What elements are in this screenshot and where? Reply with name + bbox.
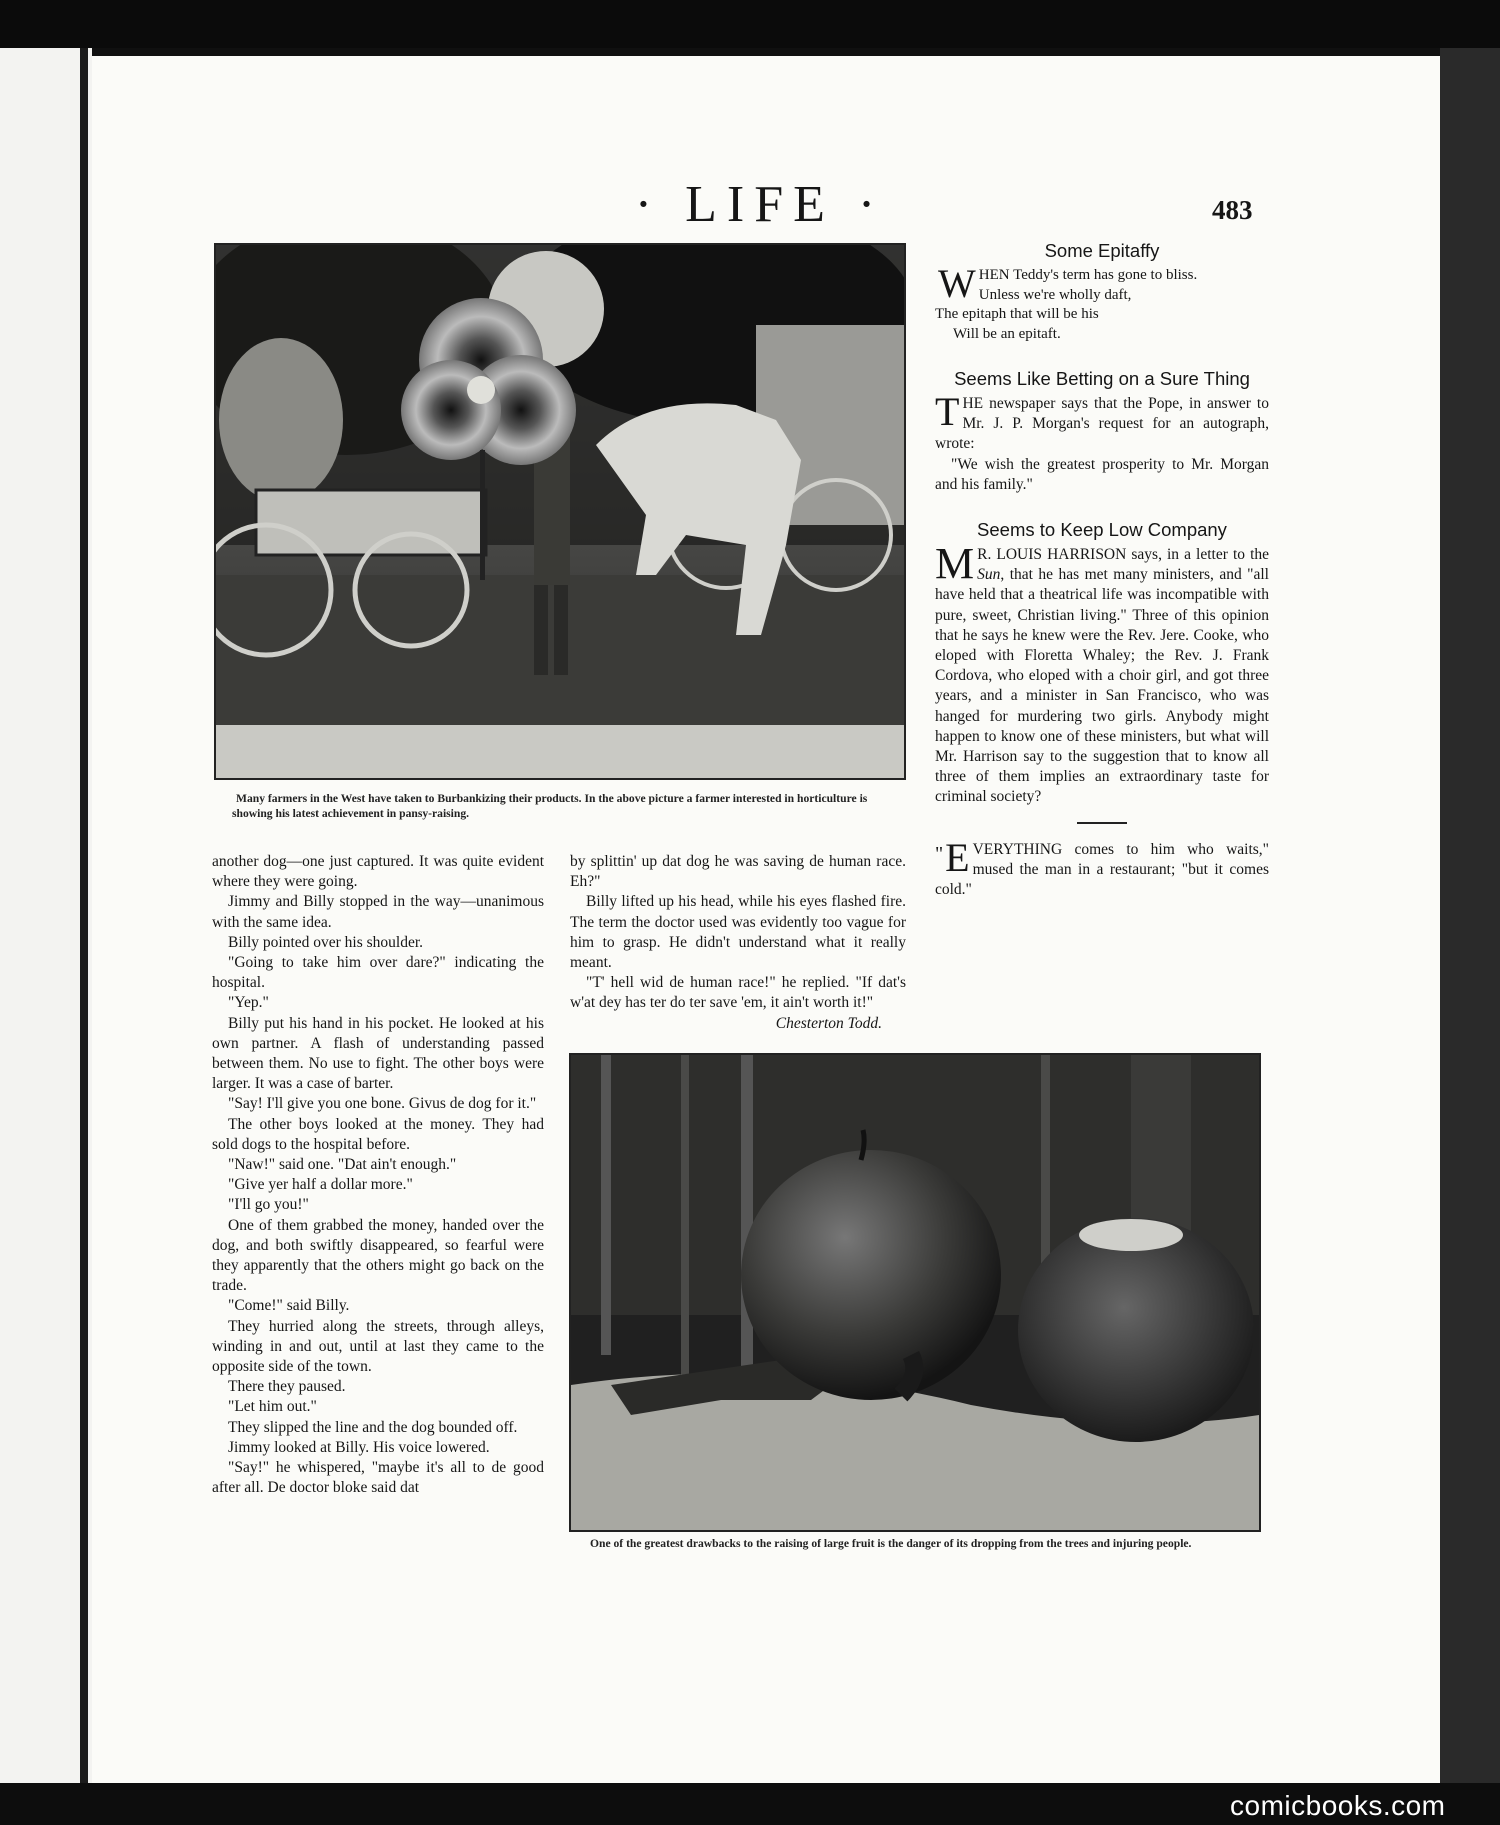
story-para: by splittin' up dat dog he was saving de human race. Eh?"	[570, 853, 906, 891]
company-sun: Sun	[977, 566, 1001, 584]
site-watermark: comicbooks.com	[1230, 1790, 1446, 1821]
betting-quote: "We wish the greatest prosperity to Mr. Morgan and his family."	[935, 455, 1269, 493]
story-para: "Say!" he whispered, "maybe it's all to de good after all. De doctor bloke said dat	[212, 1459, 544, 1497]
scan-right-border	[1440, 48, 1500, 1783]
spine-gutter	[80, 48, 88, 1783]
photo-giant-apple	[569, 1053, 1261, 1532]
sidebar-column	[935, 240, 1269, 900]
photo-pansy-caption: Many farmers in the West have taken to Burbankizing their products. In the above picture a farmer interested in horticulture is showing his latest achievement in pansy-raising.	[232, 792, 868, 820]
story-para: Jimmy and Billy stopped in the way—unanimous with the same idea.	[212, 893, 544, 931]
story-para-text: "T' hell wid de human race!" he replied. "If dat's w'at dey has ter do ter save 'em, it ain't worth it!"	[570, 974, 906, 1012]
poem-line: Will be an epitaft.	[953, 325, 1061, 342]
story-para: One of them grabbed the money, handed over the dog, and both swiftly disappeared, so fearful were they apparently that the others might go back on the trade.	[212, 1216, 544, 1295]
story-para: Jimmy looked at Billy. His voice lowered.	[228, 1438, 490, 1456]
story-para: "Naw!" said one. "Dat ain't enough."	[228, 1156, 457, 1174]
masthead-title: · LIFE ·	[634, 176, 886, 233]
everything-dropcap: E	[945, 834, 970, 880]
story-para: Billy put his hand in his pocket. He looked at his own partner. A flash of understanding passed between them. No use to fight. The other boys were larger. It was a case of barter.	[212, 1014, 544, 1093]
company-dropcap: M	[935, 539, 975, 589]
story-para: "Give yer half a dollar more."	[228, 1176, 413, 1194]
company-text-a: R. LOUIS HARRISON says, in a letter to the	[977, 546, 1269, 564]
betting-dropcap: T	[935, 389, 960, 434]
story-para: "Let him out."	[228, 1398, 317, 1416]
everything-open-quote: "	[935, 842, 944, 865]
epitaffy-poem	[935, 261, 1269, 344]
story-author: Chesterton Todd.	[775, 1014, 882, 1032]
page-number: 483	[1212, 195, 1253, 225]
book-spine	[0, 48, 92, 1783]
story-para: They slipped the line and the dog bounded off.	[228, 1418, 518, 1436]
story-para: They hurried along the streets, through alleys, winding in and out, until at last they came to the opposite side of the town.	[212, 1317, 544, 1376]
everything-body	[935, 834, 1269, 901]
betting-heading: Seems Like Betting on a Sure Thing	[954, 368, 1250, 389]
betting-body	[935, 389, 1269, 495]
story-para: "Come!" said Billy.	[228, 1297, 350, 1315]
story-para: There they paused.	[228, 1378, 346, 1396]
betting-text: HE newspaper says that the Pope, in answer to Mr. J. P. Morgan's request for an autograph, wrote:	[935, 395, 1269, 453]
story-column-2	[570, 852, 906, 1034]
everything-text: VERYTHING comes to him who waits," mused the man in a restaurant; "but it comes cold."	[935, 840, 1269, 899]
epitaffy-heading: Some Epitaffy	[1044, 240, 1160, 261]
poem-line: The epitaph that will be his	[935, 306, 1099, 322]
pansy-wagon-illustration	[216, 245, 904, 778]
scan-top-border	[0, 0, 1500, 48]
poem-line: HEN Teddy's term has gone to bliss.	[978, 267, 1198, 283]
story-para: "Going to take him over dare?" indicating the hospital.	[212, 954, 544, 992]
poem-line: Unless we're wholly daft,	[978, 286, 1132, 303]
story-para: "Say! I'll give you one bone. Givus de dog for it."	[228, 1095, 537, 1113]
story-para: "I'll go you!"	[228, 1196, 309, 1214]
giant-apple-illustration	[571, 1055, 1259, 1530]
company-body	[935, 539, 1269, 808]
story-column-1	[212, 852, 544, 1499]
photo-apple-caption: One of the greatest drawbacks to the raising of large fruit is the danger of its dropping from the trees and injuring people.	[590, 1537, 1192, 1550]
company-heading: Seems to Keep Low Company	[977, 519, 1227, 541]
story-para: another dog—one just captured. It was quite evident where they were going.	[212, 853, 544, 891]
story-para: The other boys looked at the money. They had sold dogs to the hospital before.	[212, 1115, 544, 1153]
photo-pansy-wagon	[214, 243, 906, 780]
story-para	[570, 973, 906, 1032]
story-para: "Yep."	[228, 994, 269, 1012]
story-para: Billy pointed over his shoulder.	[228, 933, 424, 951]
epitaffy-dropcap: W	[938, 261, 976, 306]
story-para: Billy lifted up his head, while his eyes flashed fire. The term the doctor used was evidently too vague for him to grasp. He didn't understand what it really meant.	[570, 893, 906, 972]
company-text-b: , that he has met many ministers, and "all have held that a theatrical life was incompatible with pure, sweet, Christian living." Three of this opinion that he says he knew were the Rev. Jere. Cooke, who eloped with Floretta Whaley; the Rev. J. Frank Cordova, who eloped with a choir girl, and got three years, and a minister in San Francisco, who was hanged for murdering two girls. Anybody might happen to know one of these ministers, but what will Mr. Harrison say to the suggestion that to know all three of them implies an extraordinary taste for criminal society?	[935, 566, 1269, 806]
section-divider	[1077, 822, 1127, 824]
